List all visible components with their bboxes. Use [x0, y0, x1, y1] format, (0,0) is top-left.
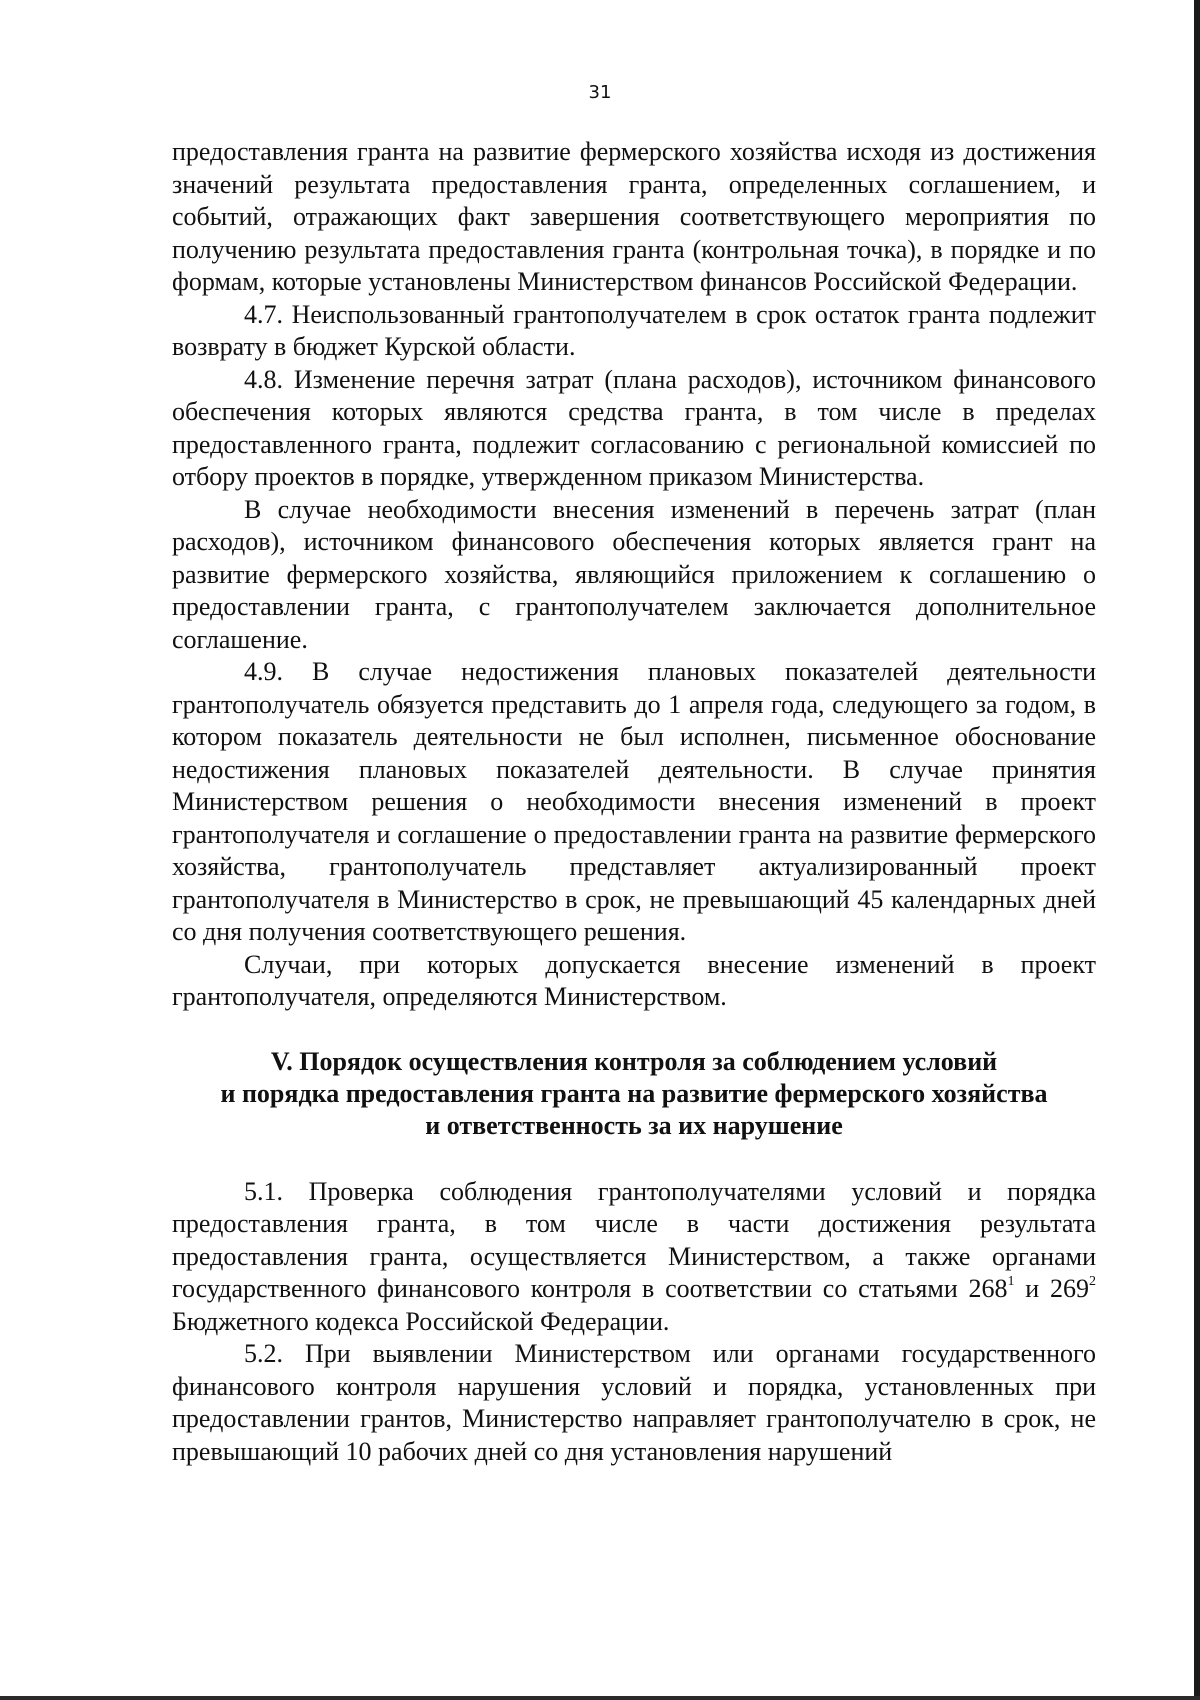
paragraph-4-9: 4.9. В случае недостижения плановых показателей деятельности грантополучатель обязуется представить до 1 апреля года, следующего за годом, в котором показатель деятельности не был исполнен, письменное обоснование недостижения плановых показателей деятельности. В случае принятия Министерством решения о необходимости внесения изменений в проект грантополучателя и соглашение о предоставлении гранта на развитие фермерского хозяйства, грантополучатель представляет актуализированный проект грантополучателя в Министерство в срок, не превышающий 45 календарных дней со дня получения соответствующего решения. [172, 657, 1096, 946]
paragraph-4-8-amendment: В случае необходимости внесения изменений в перечень затрат (план расходов), источником финансового обеспечения которых является грант на развитие фермерского хозяйства, являющийся приложением к соглашению о предоставлении гранта, с грантополучателем заключается дополнительное соглашение. [172, 494, 1096, 654]
superscript-2: 2 [1089, 1274, 1096, 1289]
section-heading-line-3: и ответственность за их нарушение [425, 1110, 843, 1140]
paragraph-5-1-text-a: 5.1. Проверка соблюдения грантополучателями условий и порядка предоставления гранта, в том числе в части достижения результата предоставления гранта, осуществляется Министерством, а также органами государственного финансового контроля в соответствии со статьями 268 [172, 1176, 1096, 1303]
paragraph-5-1-text-b: и 269 [1014, 1274, 1089, 1303]
paragraph-4-8: 4.8. Изменение перечня затрат (плана расходов), источником финансового обеспечения которых являются средства гранта, в том числе в пределах предоставленного гранта, подлежит согласованию с региональной комиссией по отбору проектов в порядке, утвержденном приказом Министерства. [172, 364, 1096, 491]
paragraph-5-1 [172, 1176, 1096, 1339]
section-heading-line-2: и порядка предоставления гранта на развитие фермерского хозяйства [220, 1078, 1048, 1108]
paragraph-continuation: предоставления гранта на развитие фермерского хозяйства исходя из достижения значений результата предоставления гранта, определенных соглашением, и событий, отражающих факт завершения соответствующего мероприятия по получению результата предоставления гранта (контрольная точка), в порядке и по формам, которые установлены Министерством финансов Российской Федерации. [172, 137, 1096, 296]
paragraph-4-7: 4.7. Неиспользованный грантополучателем в срок остаток гранта подлежит возврату в бюджет Курской области. [172, 299, 1096, 361]
superscript-1: 1 [1007, 1274, 1015, 1289]
section-heading-line-1: V. Порядок осуществления контроля за соблюдением условий [270, 1046, 998, 1076]
document-body [172, 136, 1096, 1468]
section-heading [172, 1046, 1096, 1142]
scan-border-bottom [0, 1696, 1200, 1700]
scan-border-right [1194, 0, 1200, 1700]
page-number: 31 [588, 82, 612, 103]
paragraph-4-9-cases: Случаи, при которых допускается внесение изменений в проект грантополучателя, определяются Министерством. [172, 949, 1096, 1011]
paragraph-5-2: 5.2. При выявлении Министерством или органами государственного финансового контроля нарушения условий и порядка, установленных при предоставлении грантов, Министерство направляет грантополучателю в срок, не превышающий 10 рабочих дней со дня установления нарушений [172, 1339, 1096, 1466]
paragraph-5-1-text-c: Бюджетного кодекса Российской Федерации. [172, 1306, 670, 1336]
